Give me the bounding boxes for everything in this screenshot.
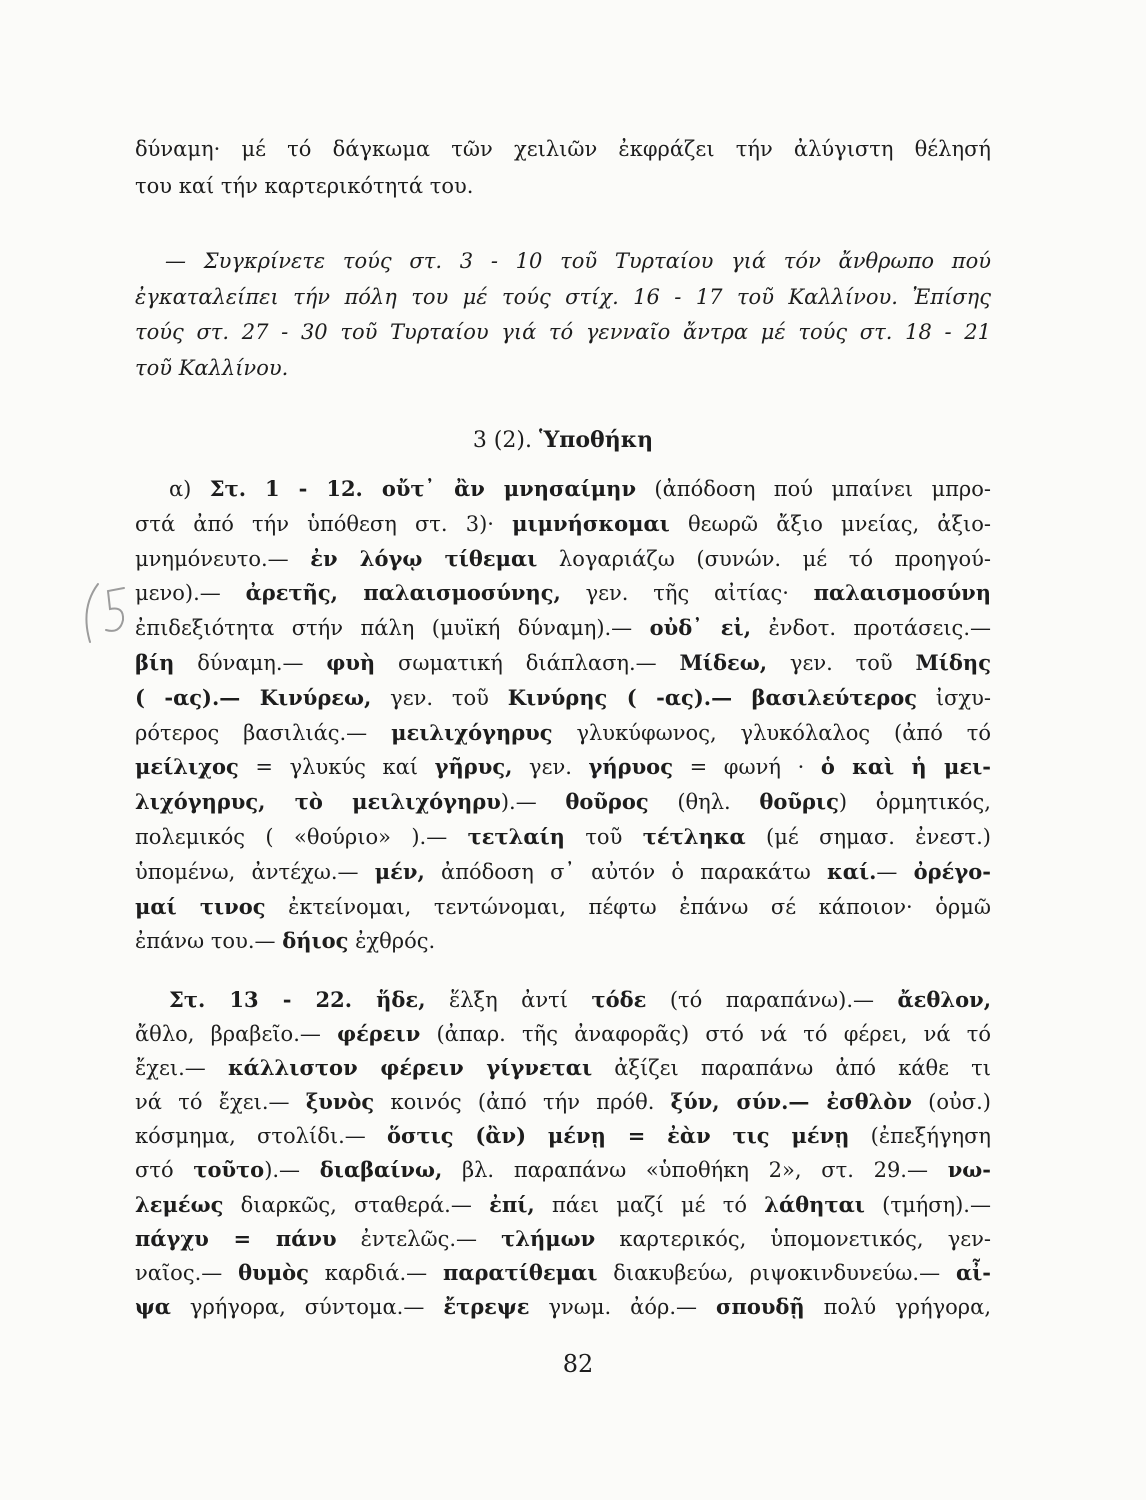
glossary-term: ὁ καὶ ἡ μει- — [820, 754, 991, 780]
text-run: καρτερικός, ὑπομονετικός, γεν- — [595, 1226, 991, 1251]
text-run: ἐνδοτ. προτάσεις.— — [751, 616, 991, 641]
glossary-term: ξυνὸς — [305, 1089, 375, 1115]
text-run: ἕλξη ἀντί — [425, 988, 592, 1012]
glossary-term: θυμὸς — [238, 1259, 309, 1285]
text-run: τοῦ — [564, 824, 643, 849]
text-run: ἐπάνω του.— — [135, 929, 283, 954]
text-line — [135, 820, 991, 855]
glossary-term: τοῦτο — [193, 1157, 265, 1183]
glossary-term: ὀρέγο- — [913, 858, 991, 884]
text-run: θεωρῶ ἄξιο μνείας, ἀξιο- — [669, 511, 991, 536]
text-run: λογαριάζω (συνών. μέ τό προηγού- — [537, 546, 991, 571]
text-line — [135, 131, 991, 168]
glossary-term: αἶ- — [955, 1259, 991, 1285]
section-heading — [135, 422, 991, 459]
exercise-paragraph — [135, 244, 991, 386]
glossary-term: παρατίθεμαι — [442, 1259, 598, 1285]
section-b-paragraph — [135, 983, 991, 1324]
glossary-term: φέρειν — [337, 1021, 421, 1047]
glossary-term: οὐδ᾽ εἰ, — [649, 615, 752, 641]
text-run: — — [876, 859, 914, 884]
text-run: πολύ γρήγορα, — [804, 1294, 991, 1319]
text-run: γεν. — [512, 755, 589, 780]
glossary-term: ξύν, σύν.— ἐσθλὸν — [670, 1089, 912, 1115]
glossary-term: μαί τινος — [135, 893, 266, 919]
text-run: (ἀπόδοση πού μπαίνει μπρο- — [636, 477, 991, 501]
text-line — [135, 1153, 991, 1187]
text-run: κόσμημα, στολίδι.— — [135, 1124, 387, 1149]
text-run: γρήγορα, σύντομα.— — [170, 1294, 444, 1319]
text-line — [135, 1256, 991, 1290]
text-run: καρδιά.— — [308, 1260, 443, 1285]
text-line — [135, 750, 991, 785]
margin-handwritten-mark — [68, 578, 132, 650]
glossary-term: γήρυος — [588, 754, 673, 780]
text-run: ναῖος.— — [135, 1260, 239, 1285]
glossary-term: μιμνήσκομαι — [512, 510, 670, 536]
text-run: (ἀπαρ. τῆς ἀναφορᾶς) στό νά τό φέρει, νά τό — [420, 1022, 991, 1047]
text-run: (ἐπεξήγηση — [849, 1124, 991, 1149]
text-line — [135, 646, 991, 681]
text-line — [135, 716, 991, 751]
text-run: πάει μαζί μέ τό — [534, 1192, 765, 1217]
text-run: = φωνή · — [672, 755, 821, 780]
glossary-term: τλήμων — [501, 1225, 596, 1251]
glossary-term: δήιος — [282, 928, 349, 954]
glossary-term: τετλαίη — [467, 823, 565, 849]
glossary-term: Στ. 1 - 12. οὔτ᾽ ἂν μνησαίμην — [209, 476, 637, 501]
text-run: (οὐσ.) — [911, 1090, 991, 1115]
text-line — [135, 681, 991, 716]
glossary-term: ( -ας).— Κινύρεω, — [135, 684, 372, 710]
text-run: α) — [169, 477, 210, 501]
text-line — [135, 1290, 991, 1324]
text-run: δύναμη· μέ τό δάγκωμα τῶν χειλιῶν ἐκφράζει τήν ἀλύγιστη θέλησή — [135, 137, 991, 161]
text-run: (τμήση).— — [864, 1192, 991, 1217]
section-a-paragraph — [135, 472, 991, 959]
glossary-term: ἄεθλον, — [897, 987, 991, 1012]
text-run: ὑπομένω, ἀντέχω.— — [135, 859, 375, 884]
text-run: = γλυκύς καί — [238, 755, 435, 780]
text-line — [135, 983, 991, 1017]
text-line — [135, 280, 991, 316]
text-line — [135, 315, 991, 351]
glossary-term: ἀρετῆς, παλαισμοσύνης, — [245, 580, 561, 606]
text-line — [135, 507, 991, 542]
glossary-term: ἐν λόγῳ τίθεμαι — [310, 545, 538, 571]
glossary-term: Στ. 13 - 22. ἥδε, — [169, 987, 426, 1012]
glossary-term: διαβαίνω, — [319, 1157, 443, 1183]
text-line — [135, 244, 991, 280]
text-run: ἄθλο, βραβεῖο.— — [135, 1022, 338, 1047]
text-run: μενο).— — [135, 581, 246, 606]
text-line — [135, 1085, 991, 1119]
glossary-term: σπουδῇ — [715, 1293, 805, 1319]
text-line — [135, 1051, 991, 1085]
margin-mark-digit — [106, 588, 124, 631]
glossary-term: λάθηται — [764, 1191, 865, 1217]
text-run: γεν. τοῦ — [767, 650, 916, 675]
text-run: δύναμη.— — [174, 650, 327, 675]
glossary-term: φυὴ — [326, 649, 376, 675]
text-run: διαρκῶς, σταθερά.— — [223, 1192, 490, 1217]
glossary-term: ἔτρεψε — [443, 1293, 530, 1319]
text-run: ) ὁρμητικός, — [838, 790, 991, 815]
glossary-term: μέν, — [374, 858, 425, 884]
intro-paragraph — [135, 131, 991, 205]
section-title: Ὑποθήκη — [538, 427, 654, 453]
text-run: τούς στ. 27 - 30 τοῦ Τυρταίου γιά τό γενναῖο ἄντρα μέ τούς στ. 18 - 21 — [135, 320, 991, 344]
text-run: γνωμ. ἀόρ.— — [529, 1294, 716, 1319]
text-run: ἐγκαταλείπει τήν πόλη του μέ τούς στίχ. 16 - 17 τοῦ Καλλίνου. Ἐπίσης — [135, 284, 991, 309]
text-run: (τό παραπάνω).— — [646, 988, 898, 1012]
text-line — [135, 576, 991, 611]
text-run: ἐκτείνομαι, τεντώνομαι, πέφτω ἐπάνω σέ κάποιον· ὁρμῶ — [265, 894, 991, 919]
glossary-term: κάλλιστον φέρειν γίγνεται — [227, 1055, 593, 1081]
text-run: τοῦ Καλλίνου. — [135, 355, 289, 380]
page-number: 82 — [562, 1350, 594, 1378]
text-run: ἀπόδοση σ᾽ αὐτόν ὁ παρακάτω — [424, 859, 828, 884]
text-line — [135, 168, 991, 205]
glossary-term: Κινύρης ( -ας).— βασιλεύτερος — [507, 684, 917, 710]
glossary-term: θοῦρις — [759, 789, 839, 815]
glossary-term: Μίδεω, — [679, 649, 768, 675]
glossary-term: τόδε — [591, 987, 647, 1012]
text-line — [135, 472, 991, 507]
text-run: ).— — [264, 1158, 320, 1183]
glossary-term: ὅστις (ἂν) μένῃ = ἐὰν τις μένῃ — [386, 1123, 850, 1149]
glossary-term: τέτληκα — [642, 823, 746, 849]
text-line — [135, 1119, 991, 1153]
text-run: (θηλ. — [648, 790, 760, 815]
text-run: του καί τήν καρτερικότητά του. — [135, 174, 474, 198]
glossary-term: καί. — [827, 858, 877, 884]
text-run: μνημόνευτο.— — [135, 546, 311, 571]
section-number: 3 (2). — [472, 428, 532, 453]
text-run: (μέ σημασ. ἐνεστ.) — [745, 824, 991, 849]
glossary-term: μείλιχος — [135, 754, 239, 780]
text-line — [135, 1017, 991, 1051]
text-line — [135, 785, 991, 820]
text-line — [135, 855, 991, 890]
text-line — [135, 611, 991, 646]
text-run: νά τό ἔχει.— — [135, 1090, 306, 1115]
text-run: βλ. παραπάνω «ὑποθήκη 2», στ. 29.— — [442, 1158, 948, 1183]
text-run: στό — [135, 1158, 194, 1183]
text-line — [135, 924, 991, 959]
text-line — [135, 351, 991, 387]
text-run: ἀξίζει παραπάνω ἀπό κάθε τι — [592, 1056, 991, 1081]
text-run: ἐντελῶς.— — [336, 1226, 502, 1251]
text-run: γεν. τοῦ — [371, 685, 508, 710]
text-run: πολεμικός ( «θούριο» ).— — [135, 824, 468, 849]
text-run: διακυβεύω, ριψοκινδυνεύω.— — [597, 1260, 956, 1285]
text-run: ἐχθρός. — [348, 929, 436, 954]
glossary-term: λιχόγηρυς, τὸ μειλιχόγηρυ — [135, 789, 501, 815]
glossary-term: θοῦρος — [565, 789, 649, 815]
text-run: κοινός (ἀπό τήν πρόθ. — [374, 1090, 671, 1115]
text-run: σωματική διάπλαση.— — [375, 650, 680, 675]
glossary-term: ἐπί, — [489, 1191, 535, 1217]
text-line — [135, 1222, 991, 1256]
glossary-term: γῆρυς, — [434, 754, 513, 780]
text-run: γλυκύφωνος, γλυκόλαλος (ἀπό τό — [552, 720, 991, 745]
glossary-term: ψα — [135, 1293, 171, 1319]
text-run: γεν. τῆς αἰτίας· — [560, 581, 814, 606]
text-run: ἔχει.— — [135, 1056, 228, 1081]
text-run: ἰσχυ- — [917, 685, 991, 710]
text-run: ).— — [500, 790, 566, 815]
margin-mark-paren — [86, 584, 98, 642]
text-run: ἐπιδεξιότητα στήν πάλη (μυϊκή δύναμη).— — [135, 616, 650, 641]
glossary-term: μειλιχόγηρυς — [391, 719, 553, 745]
text-line — [135, 1188, 991, 1222]
text-run: ρότερος βασιλιάς.— — [135, 720, 392, 745]
glossary-term: Μίδης — [915, 649, 991, 675]
text-run: — Συγκρίνετε τούς στ. 3 - 10 τοῦ Τυρταίου γιά τόν ἄνθρωπο πού — [165, 249, 991, 273]
text-run: στά ἀπό τήν ὑπόθεση στ. 3)· — [135, 511, 513, 536]
glossary-term: πάγχυ = πάνυ — [135, 1225, 337, 1251]
glossary-term: βίη — [135, 649, 175, 675]
text-line — [135, 542, 991, 577]
glossary-term: λεμέως — [135, 1191, 224, 1217]
glossary-term: παλαισμοσύνη — [813, 580, 991, 606]
text-line — [135, 890, 991, 925]
glossary-term: νω- — [947, 1157, 992, 1183]
